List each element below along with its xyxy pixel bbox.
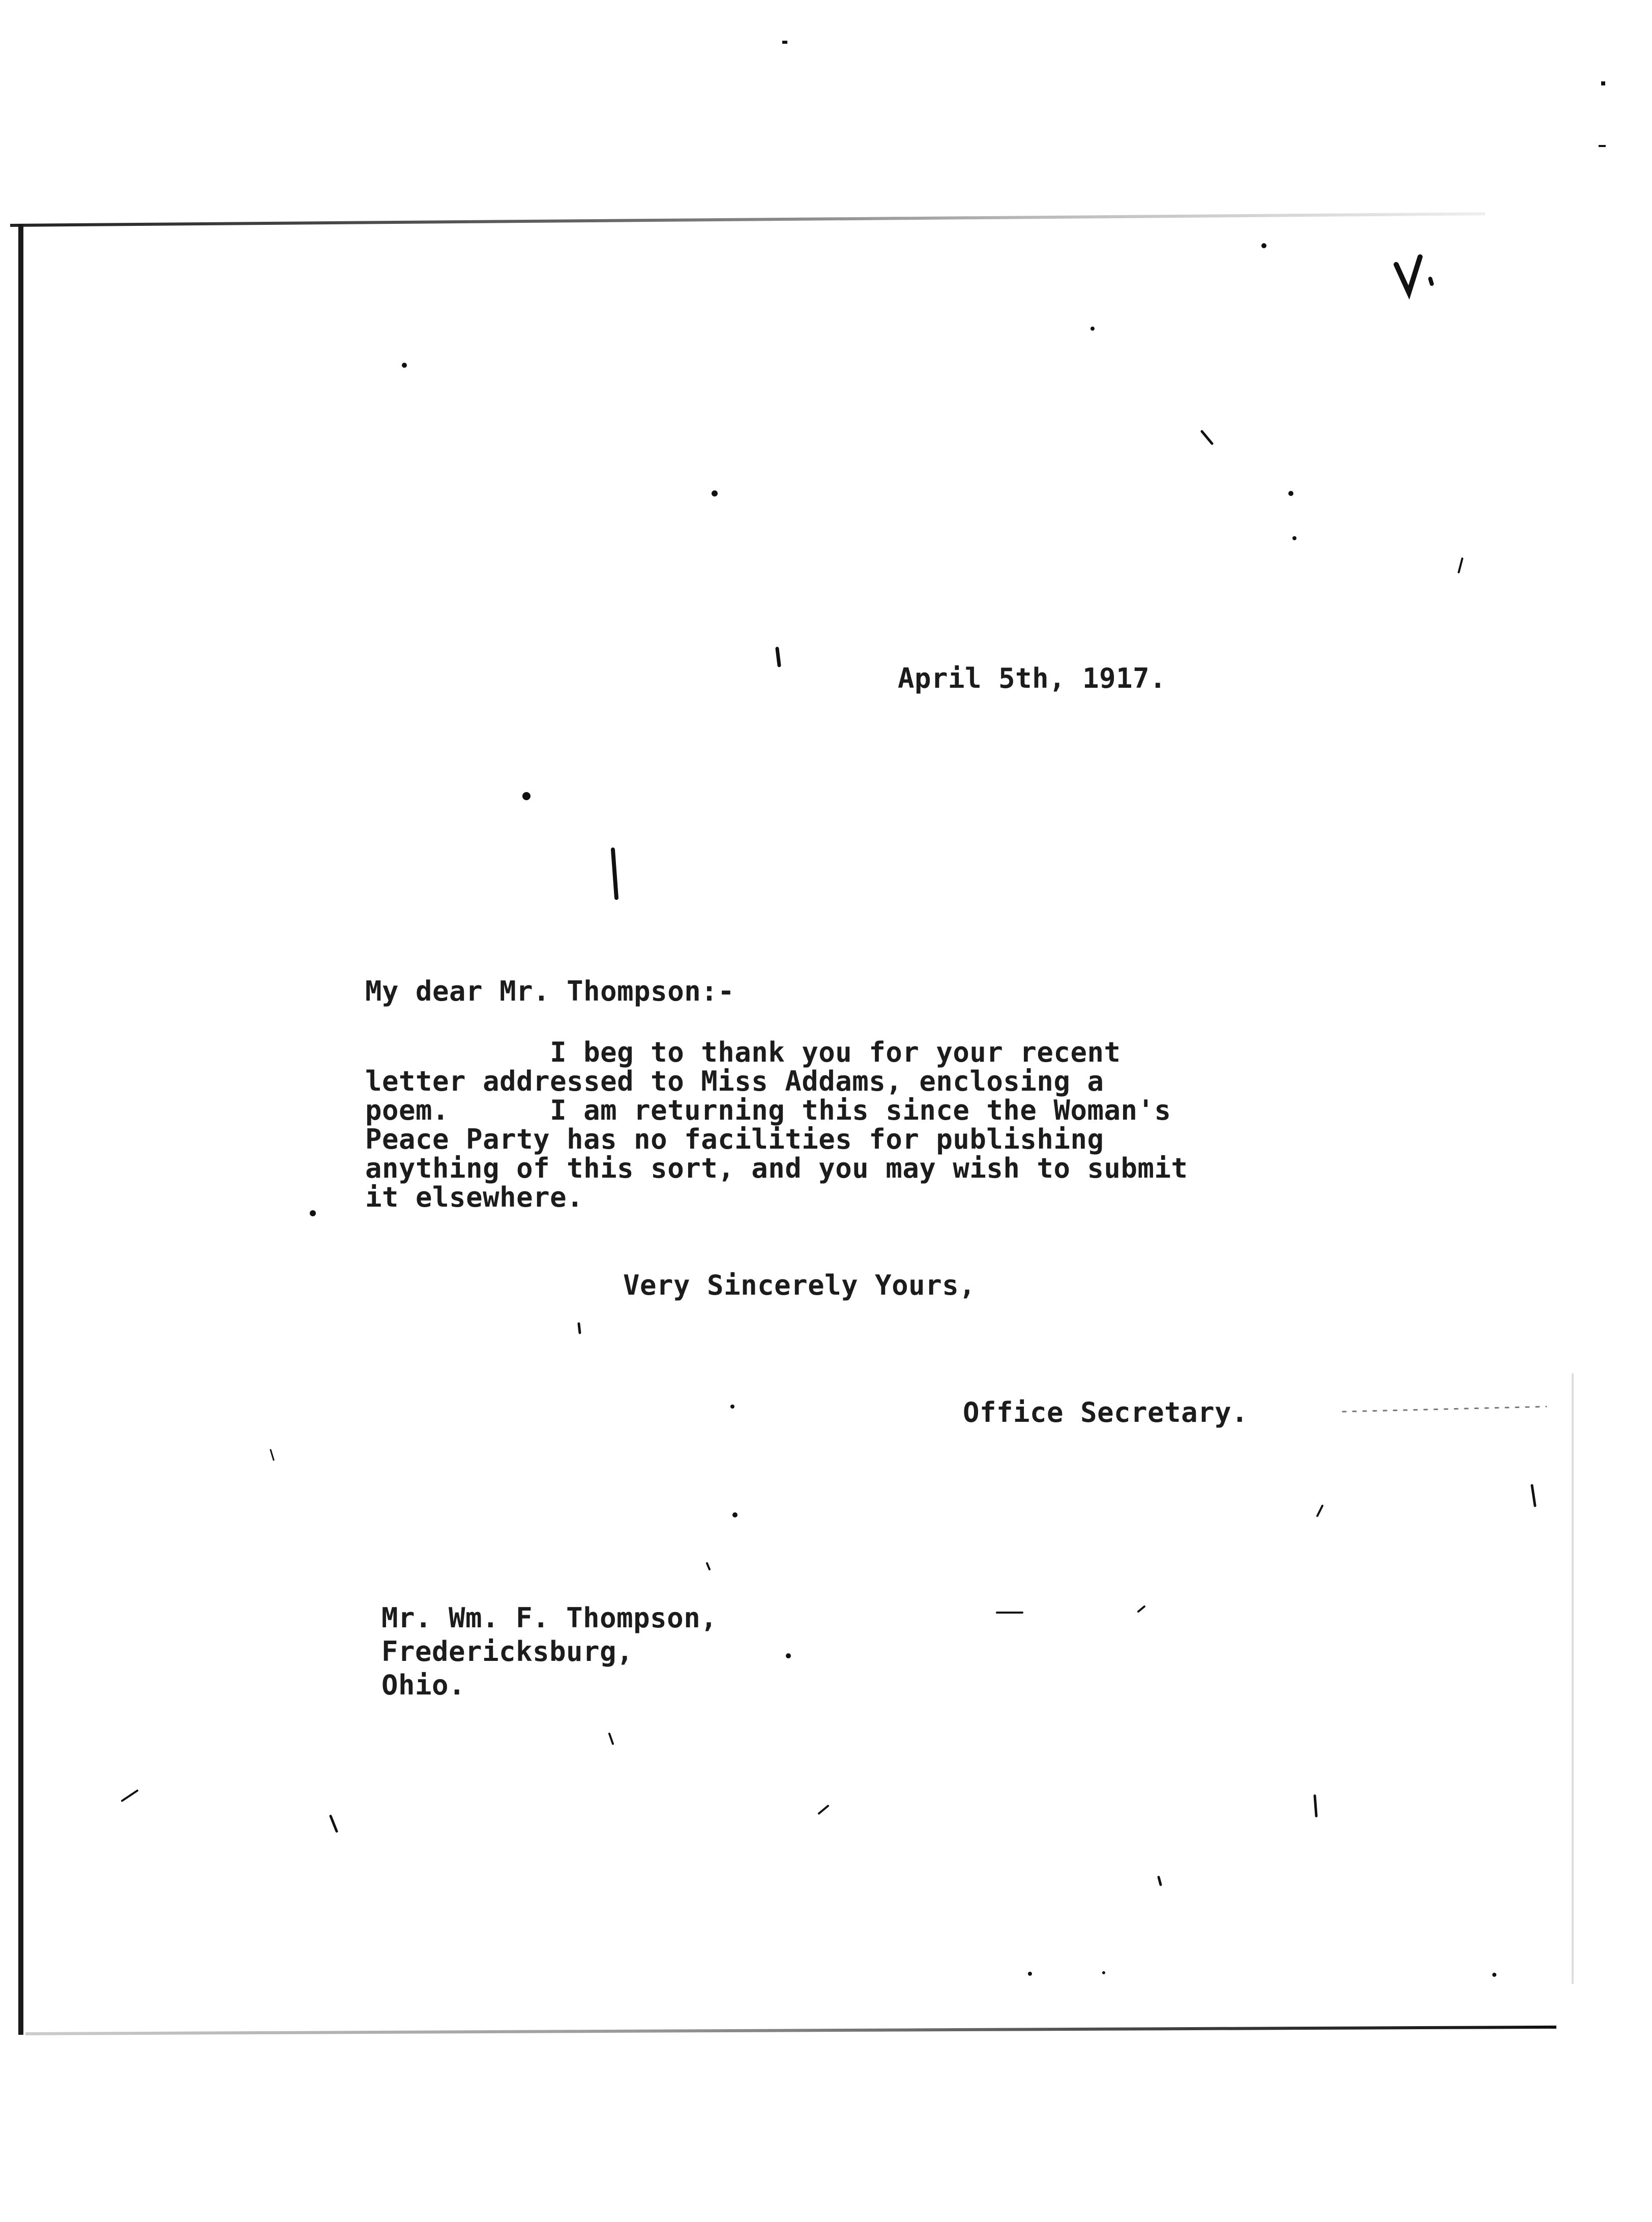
body-line: I beg to thank you for your recent <box>365 1036 1121 1068</box>
letter-body <box>365 1038 1188 1212</box>
signature-title: Office Secretary. <box>963 1396 1249 1428</box>
address-line: Mr. Wm. F. Thompson, <box>381 1602 718 1634</box>
letter-date: April 5th, 1917. <box>898 662 1167 694</box>
body-line: Peace Party has no facilities for publishing <box>365 1123 1104 1155</box>
body-line: poem. I am returning this since the Woman's <box>365 1094 1171 1126</box>
letter-closing: Very Sincerely Yours, <box>623 1269 976 1301</box>
address-line: Ohio. <box>381 1669 466 1701</box>
body-line: letter addressed to Miss Addams, enclosing a <box>365 1065 1104 1097</box>
address-line: Fredericksburg, <box>381 1635 634 1668</box>
body-line: it elsewhere. <box>365 1181 584 1213</box>
recipient-address <box>381 1601 717 1702</box>
letter-salutation: My dear Mr. Thompson:- <box>365 975 735 1007</box>
body-line: anything of this sort, and you may wish to submit <box>365 1152 1188 1184</box>
